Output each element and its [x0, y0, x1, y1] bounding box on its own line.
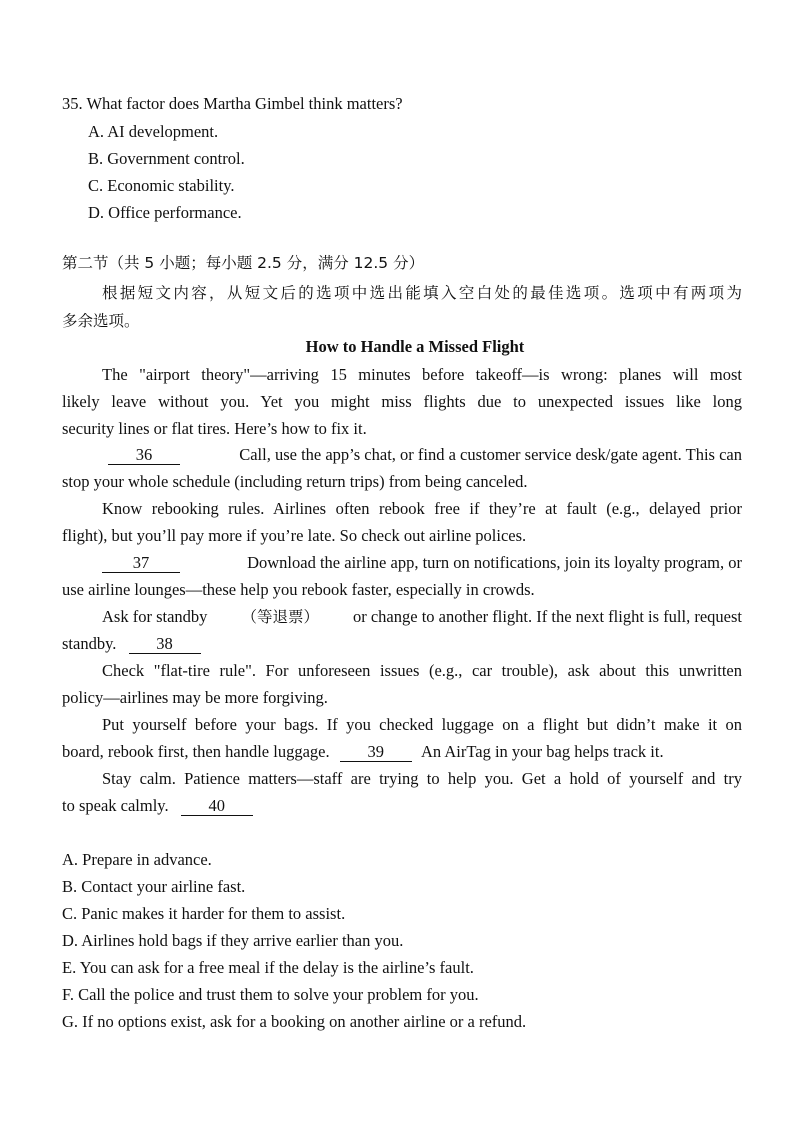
paragraph-1-line-1: The "airport theory"—arriving 15 minutes before takeoff—is wrong: planes will most [102, 365, 742, 384]
paragraph-8-text: to speak calmly. [62, 796, 169, 815]
paragraph-7-line-1: Put yourself before your bags. If you checked luggage on a flight but didn’t make it on [102, 715, 742, 734]
question-35-option-c: C. Economic stability. [88, 176, 235, 195]
paragraph-4-line-2: use airline lounges—these help you rebook faster, especially in crowds. [62, 580, 535, 599]
question-35-option-d: D. Office performance. [88, 203, 242, 222]
answer-option-g: G. If no options exist, ask for a booking on another airline or a refund. [62, 1012, 527, 1031]
paragraph-2-line-2: stop your whole schedule (including return trips) from being canceled. [62, 472, 528, 491]
paragraph-4-line-1 [102, 553, 742, 573]
blank-38[interactable]: 38 [129, 634, 201, 654]
answer-option-b: B. Contact your airline fast. [62, 877, 246, 896]
passage-title: How to Handle a Missed Flight [305, 337, 525, 356]
paragraph-5-text-b: or change to another flight. If the next flight is full, request [352, 607, 742, 626]
answer-option-a: A. Prepare in advance. [62, 850, 212, 869]
paragraph-7-text-b: An AirTag in your bag helps track it. [420, 742, 664, 761]
question-35-stem: 35. What factor does Martha Gimbel think matters? [62, 94, 403, 113]
blank-40[interactable]: 40 [181, 796, 253, 816]
section-header: 第二节（共 5 小题；每小题 2.5 分，满分 12.5 分） [62, 254, 425, 272]
paragraph-2-text: Call, use the app’s chat, or find a customer service desk/gate agent. This can [239, 445, 742, 464]
paragraph-7-line-2 [62, 742, 742, 762]
paragraph-7-text-a: board, rebook first, then handle luggage. [62, 742, 330, 761]
paragraph-5-line-2 [62, 634, 742, 654]
section-instruction-line-2: 多余选项。 [62, 312, 140, 330]
blank-36[interactable]: 36 [108, 445, 180, 465]
question-35-option-a: A. AI development. [88, 122, 219, 141]
answer-option-c: C. Panic makes it harder for them to assist. [62, 904, 346, 923]
section-instruction-line-1: 根据短文内容，从短文后的选项中选出能填入空白处的最佳选项。选项中有两项为 [102, 284, 742, 302]
paragraph-5-standby: standby. [62, 634, 117, 653]
paragraph-5-cjk-note: （等退票） [241, 608, 319, 626]
blank-37[interactable]: 37 [102, 553, 180, 573]
paragraph-5-line-1 [102, 607, 742, 627]
answer-option-f: F. Call the police and trust them to solve your problem for you. [62, 985, 479, 1004]
paragraph-8-line-2 [62, 796, 742, 816]
answer-option-e: E. You can ask for a free meal if the delay is the airline’s fault. [62, 958, 474, 977]
paragraph-4-text: Download the airline app, turn on notifications, join its loyalty program, or [247, 553, 742, 572]
paragraph-3-line-1: Know rebooking rules. Airlines often rebook free if they’re at fault (e.g., delayed prior [102, 499, 742, 518]
paragraph-8-line-1: Stay calm. Patience matters—staff are trying to help you. Get a hold of yourself and try [102, 769, 742, 788]
blank-39[interactable]: 39 [340, 742, 412, 762]
paragraph-6-line-2: policy—airlines may be more forgiving. [62, 688, 328, 707]
paragraph-3-line-2: flight), but you’ll pay more if you’re late. So check out airline polices. [62, 526, 527, 545]
paragraph-1-line-3: security lines or flat tires. Here’s how to fix it. [62, 419, 367, 438]
question-35-option-b: B. Government control. [88, 149, 245, 168]
paragraph-1-line-2: likely leave without you. Yet you might miss flights due to unexpected issues like long [62, 392, 742, 411]
paragraph-2-line-1 [108, 445, 742, 465]
answer-option-d: D. Airlines hold bags if they arrive earlier than you. [62, 931, 404, 950]
paragraph-5-text-a: Ask for standby [102, 607, 208, 626]
paragraph-6-line-1: Check "flat-tire rule". For unforeseen issues (e.g., car trouble), ask about this unwritten [102, 661, 742, 680]
